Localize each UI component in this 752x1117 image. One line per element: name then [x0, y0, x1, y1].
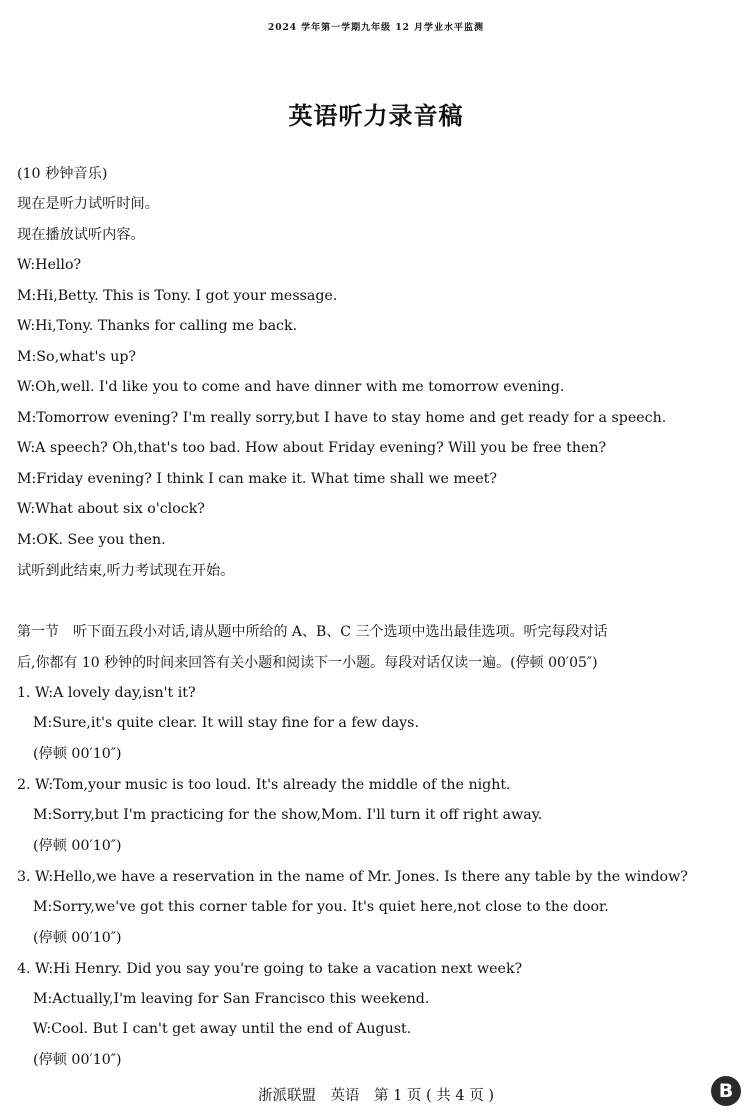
- trial-line: W:Oh,well. I'd like you to come and have dinner with me tomorrow evening.: [17, 379, 565, 395]
- trial-line: W:A speech? Oh,that's too bad. How about Friday evening? Will you be free then?: [17, 440, 607, 456]
- trial-line: M:Hi,Betty. This is Tony. I got your message.: [17, 288, 338, 304]
- trial-line: W:Hello?: [17, 257, 82, 273]
- trial-line: M:OK. See you then.: [17, 532, 166, 548]
- answer-line: M:Sure,it's quite clear. It will stay fine for a few days.: [33, 715, 419, 731]
- trial-line: 现在播放试听内容。: [17, 227, 145, 243]
- trial-line: M:Friday evening? I think I can make it. What time shall we meet?: [17, 471, 497, 487]
- section-instruction: 第一节 听下面五段小对话,请从题中所给的 A、B、C 三个选项中选出最佳选项。听完每段对话: [17, 624, 608, 640]
- trial-line: (10 秒钟音乐): [17, 166, 108, 182]
- trial-line: W:What about six o'clock?: [17, 501, 205, 517]
- pause-line: (停顿 00′10″): [33, 746, 122, 762]
- question-line: 1. W:A lovely day,isn't it?: [17, 685, 196, 701]
- section-instruction: 后,你都有 10 秒钟的时间来回答有关小题和阅读下一小题。每段对话仅读一遍。(停顿 00′05″): [17, 655, 598, 671]
- question-line: 4. W:Hi Henry. Did you say you're going to take a vacation next week?: [17, 961, 523, 977]
- question-line: 3. W:Hello,we have a reservation in the name of Mr. Jones. Is there any table by the window?: [17, 869, 688, 885]
- page-subtitle: 英语听力录音稿: [288, 101, 464, 130]
- answer-line: M:Actually,I'm leaving for San Francisco this weekend.: [33, 991, 430, 1007]
- page-footer: 浙派联盟 英语 第 1 页 ( 共 4 页 ): [257, 1088, 495, 1104]
- trial-line: 现在是听力试听时间。: [17, 196, 159, 212]
- trial-line: M:Tomorrow evening? I'm really sorry,but I have to stay home and get ready for a speech.: [17, 410, 667, 426]
- trial-line: 试听到此结束,听力考试现在开始。: [17, 563, 235, 579]
- trial-line: M:So,what's up?: [17, 349, 137, 365]
- paper-version-badge: B: [711, 1076, 741, 1106]
- pause-line: (停顿 00′10″): [33, 1052, 122, 1068]
- pause-line: (停顿 00′10″): [33, 930, 122, 946]
- question-line: 2. W:Tom,your music is too loud. It's already the middle of the night.: [17, 777, 511, 793]
- answer-line: M:Sorry,we've got this corner table for you. It's quiet here,not close to the door.: [33, 899, 609, 915]
- answer-line: M:Sorry,but I'm practicing for the show,Mom. I'll turn it off right away.: [33, 807, 543, 823]
- page-title: 2024 学年第一学期九年级 12 月学业水平监测: [268, 23, 484, 33]
- pause-line: (停顿 00′10″): [33, 838, 122, 854]
- answer-line: W:Cool. But I can't get away until the end of August.: [33, 1021, 412, 1037]
- trial-line: W:Hi,Tony. Thanks for calling me back.: [17, 318, 298, 334]
